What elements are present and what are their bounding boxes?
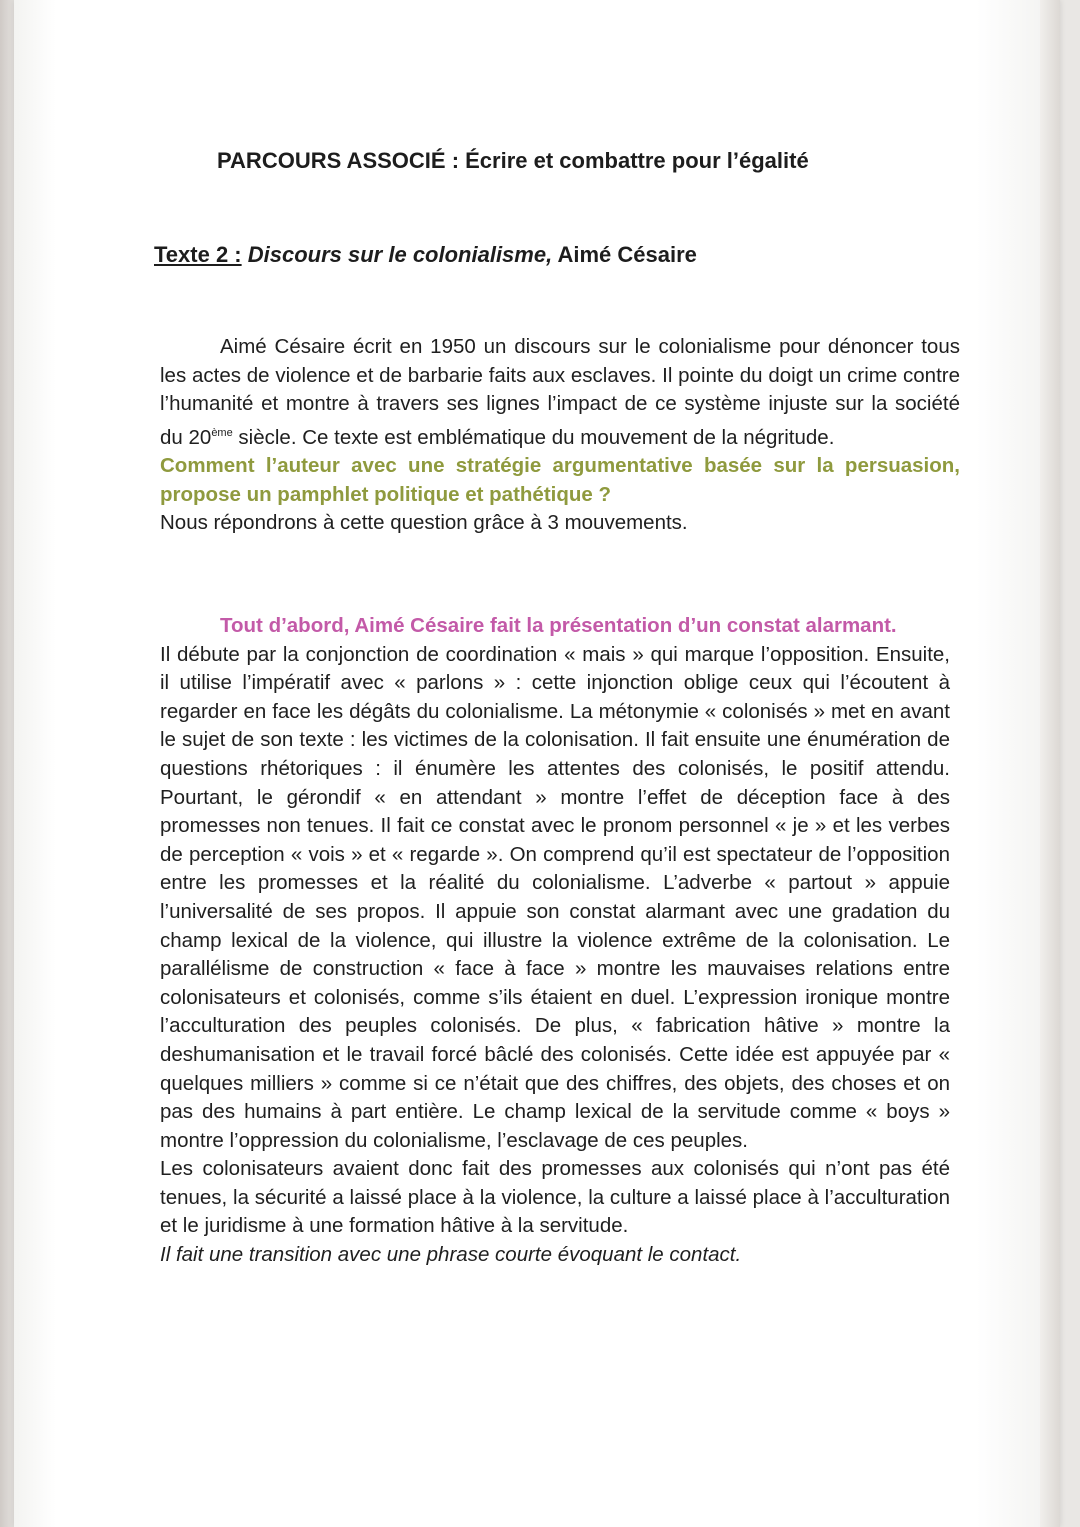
section-one-conclusion: Les colonisateurs avaient donc fait des promesses aux colonisés qui n’ont pas été tenues, la sécurité a laissé place à la violence, la culture a laissé place à l’acculturation et le juridisme à une formation hâtive à la servitude. — [160, 1157, 950, 1238]
intro-paragraph-end: siècle. Ce texte est emblématique du mouvement de la négritude. — [232, 425, 835, 449]
subtitle-author: Aimé Césaire — [557, 242, 697, 267]
introduction-block — [160, 333, 960, 538]
section-one-heading: Tout d’abord, Aimé Césaire fait la présentation d’un constat alarmant. — [220, 614, 897, 637]
section-one-analysis: Il débute par la conjonction de coordination « mais » qui marque l’opposition. Ensuite, il utilise l’impératif avec « parlons » : cette injonction oblige ceux qui l’écoutent à regarder en face les dégâts du colonialisme. La métonymie « colonisés » met en avant le sujet de son texte : les victimes de la colonisation. Il fait ensuite une énumération de questions rhétoriques : il énumère les attentes des colonisés, le positif attendu. Pourtant, le gérondif « en attendant » montre l’effet de déception face à des promesses non tenues. Il fait ce constat avec le pronom personnel « je » et les verbes de perception « vois » et « regarde ». On comprend qu’il est spectateur de l’opposition entre les promesses et la réalité du colonialisme. L’adverbe « partout » appuie l’universalité de ses propos. Il appuie son constat alarmant avec une gradation du champ lexical de la violence, qui illustre la violence extrême de la colonisation. Le parallélisme de construction « face à face » montre les mauvaises relations entre colonisateurs et colonisés, comme s’ils étaient en duel. L’expression ironique montre l’acculturation des peuples colonisés. De plus, « fabrication hâtive » montre la deshumanisation et le travail forcé bâclé des colonisés. Cette idée est appuyée par « quelques milliers » comme si ce n’était que des chiffres, des objets, des choses et on pas des humains à part entière. Le champ lexical de la servitude comme « boys » montre l’oppression du colonialisme, l’esclavage de ces peuples. — [160, 642, 950, 1152]
intro-superscript: ème — [211, 426, 233, 439]
intro-paragraph — [160, 333, 960, 452]
intro-paragraph-text: Aimé Césaire écrit en 1950 un discours sur le colonialisme pour dénoncer tous les actes de violence et de barbarie faits aux esclaves. Il pointe du doigt un crime contre l’humanité et montre à travers ses lignes l’impact de ce système injuste sur la société du 20 — [160, 335, 960, 449]
plan-announcement: Nous répondrons à cette question grâce à 3 mouvements. — [160, 511, 688, 535]
section-one-transition: Il fait une transition avec une phrase courte évoquant le contact. — [160, 1243, 742, 1267]
subtitle-work: Discours sur le colonialisme, — [247, 242, 553, 267]
subtitle-label: Texte 2 : — [154, 242, 242, 267]
text-subtitle — [154, 242, 697, 268]
document-page — [14, 0, 1060, 1527]
paper-edge-left — [0, 0, 14, 1527]
section-one-block — [160, 612, 950, 1270]
problematic-question: Comment l’auteur avec une stratégie argumentative basée sur la persuasion, propose un pamphlet politique et pathétique ? — [160, 454, 960, 506]
page-title: PARCOURS ASSOCIÉ : Écrire et combattre pour l’égalité — [217, 148, 809, 173]
paper-edge-right — [1040, 0, 1060, 1527]
